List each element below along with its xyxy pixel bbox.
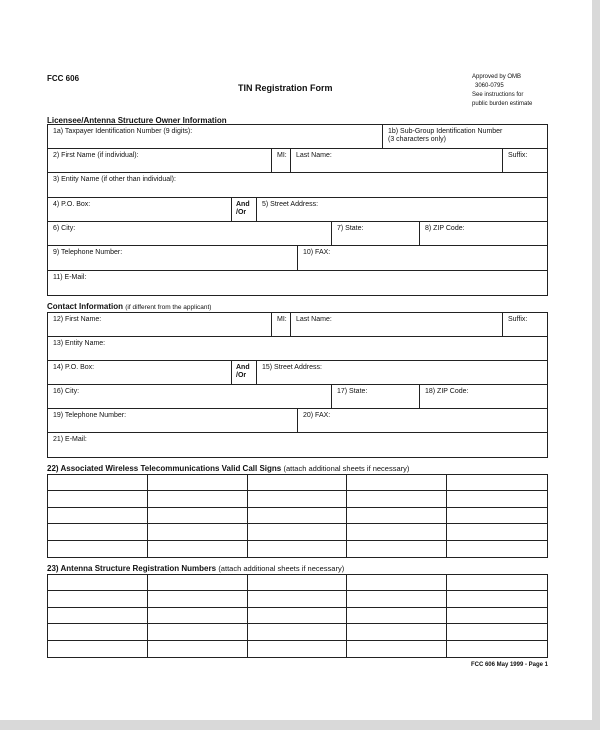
grid-cell[interactable] xyxy=(148,491,248,507)
grid-cell[interactable] xyxy=(447,591,547,607)
grid-cell[interactable] xyxy=(148,541,248,557)
grid-cell[interactable] xyxy=(248,641,348,657)
grid-cell[interactable] xyxy=(48,624,148,640)
grid-cell[interactable] xyxy=(447,524,547,540)
note: (attach additional sheets if necessary) xyxy=(218,564,345,573)
grid-cell[interactable] xyxy=(48,591,148,607)
grid-cell[interactable] xyxy=(148,608,248,624)
contact-section-title xyxy=(47,302,211,311)
grid-cell[interactable] xyxy=(248,575,348,591)
grid-cell[interactable] xyxy=(347,491,447,507)
contact-entity-name-field[interactable]: 13) Entity Name: xyxy=(53,340,106,347)
and-or-label xyxy=(232,198,257,221)
grid-cell[interactable] xyxy=(48,641,148,657)
contact-last-name-field[interactable]: Last Name: xyxy=(291,313,503,336)
grid-cell[interactable] xyxy=(347,475,447,491)
label: 22) Associated Wireless Telecommunications Valid Call Signs xyxy=(47,464,282,473)
grid-cell[interactable] xyxy=(347,624,447,640)
contact-zip-field[interactable]: 18) ZIP Code: xyxy=(425,388,469,395)
city-field[interactable]: 6) City: xyxy=(48,222,332,245)
grid-cell[interactable] xyxy=(148,524,248,540)
grid-cell[interactable] xyxy=(347,541,447,557)
asr-numbers-grid xyxy=(47,574,548,658)
grid-cell[interactable] xyxy=(447,608,547,624)
form-title: TIN Registration Form xyxy=(238,83,333,93)
first-name-field[interactable]: 2) First Name (if individual): xyxy=(48,149,272,172)
licensee-section-title: Licensee/Antenna Structure Owner Information xyxy=(47,116,227,125)
grid-cell[interactable] xyxy=(447,475,547,491)
grid-cell[interactable] xyxy=(248,491,348,507)
fax-field[interactable]: 10) FAX: xyxy=(303,249,331,256)
last-name-field[interactable]: Last Name: xyxy=(291,149,503,172)
grid-cell[interactable] xyxy=(347,641,447,657)
grid-cell[interactable] xyxy=(48,524,148,540)
state-field[interactable]: 7) State: xyxy=(332,222,420,245)
grid-cell[interactable] xyxy=(148,641,248,657)
po-box-field[interactable]: 4) P.O. Box: xyxy=(48,198,232,221)
label: 23) Antenna Structure Registration Numbers xyxy=(47,564,217,573)
call-signs-title xyxy=(47,464,409,473)
email-field[interactable]: 11) E-Mail: xyxy=(53,274,87,281)
grid-cell[interactable] xyxy=(248,624,348,640)
contact-po-box-field[interactable]: 14) P.O. Box: xyxy=(48,361,232,384)
grid-cell[interactable] xyxy=(447,624,547,640)
grid-cell[interactable] xyxy=(447,641,547,657)
label: And xyxy=(236,201,250,208)
label: 1b) Sub-Group Identification Number xyxy=(388,128,503,135)
call-signs-grid xyxy=(47,474,548,558)
grid-cell[interactable] xyxy=(148,575,248,591)
grid-cell[interactable] xyxy=(48,475,148,491)
grid-cell[interactable] xyxy=(447,491,547,507)
and-or-label xyxy=(232,361,257,384)
label: And xyxy=(236,364,250,371)
grid-cell[interactable] xyxy=(248,591,348,607)
grid-cell[interactable] xyxy=(347,575,447,591)
zip-field[interactable]: 8) ZIP Code: xyxy=(425,225,465,232)
contact-mi-field[interactable]: MI: xyxy=(272,313,291,336)
grid-cell[interactable] xyxy=(48,541,148,557)
grid-cell[interactable] xyxy=(447,575,547,591)
grid-cell[interactable] xyxy=(447,541,547,557)
omb-line: Approved by OMB xyxy=(472,74,522,80)
omb-notice xyxy=(472,73,532,109)
grid-cell[interactable] xyxy=(248,524,348,540)
contact-street-address-field[interactable]: 15) Street Address: xyxy=(262,364,322,371)
note: (attach additional sheets if necessary) xyxy=(283,464,410,473)
label: /Or xyxy=(236,372,247,379)
tin-field[interactable]: 1a) Taxpayer Identification Number (9 digits): xyxy=(48,125,383,148)
entity-name-field[interactable]: 3) Entity Name (if other than individual): xyxy=(53,176,176,183)
mi-field[interactable]: MI: xyxy=(272,149,291,172)
contact-telephone-field[interactable]: 19) Telephone Number: xyxy=(48,409,298,432)
licensee-table xyxy=(47,124,548,296)
grid-cell[interactable] xyxy=(148,624,248,640)
grid-cell[interactable] xyxy=(48,608,148,624)
grid-cell[interactable] xyxy=(248,541,348,557)
grid-cell[interactable] xyxy=(48,508,148,524)
grid-cell[interactable] xyxy=(248,608,348,624)
grid-cell[interactable] xyxy=(447,508,547,524)
omb-line: public burden estimate xyxy=(472,101,533,107)
grid-cell[interactable] xyxy=(48,575,148,591)
footer: FCC 606 May 1999 - Page 1 xyxy=(470,662,548,668)
contact-state-field[interactable]: 17) State: xyxy=(332,385,420,408)
omb-line: 3060-0795 xyxy=(475,83,504,89)
contact-fax-field[interactable]: 20) FAX: xyxy=(303,412,331,419)
grid-cell[interactable] xyxy=(148,591,248,607)
label: /Or xyxy=(236,209,247,216)
grid-cell[interactable] xyxy=(347,608,447,624)
label: Contact Information xyxy=(47,302,123,311)
contact-table xyxy=(47,312,548,458)
street-address-field[interactable]: 5) Street Address: xyxy=(262,201,319,208)
grid-cell[interactable] xyxy=(48,491,148,507)
telephone-field[interactable]: 9) Telephone Number: xyxy=(48,246,298,270)
contact-suffix-field[interactable]: Suffix: xyxy=(508,316,528,323)
form-id: FCC 606 xyxy=(47,74,80,83)
contact-email-field[interactable]: 21) E-Mail: xyxy=(53,436,87,443)
grid-cell[interactable] xyxy=(148,475,248,491)
subgroup-field[interactable] xyxy=(383,125,547,148)
omb-line: See instructions for xyxy=(472,92,524,98)
grid-cell[interactable] xyxy=(148,508,248,524)
grid-cell[interactable] xyxy=(347,524,447,540)
grid-cell[interactable] xyxy=(347,508,447,524)
suffix-field[interactable]: Suffix: xyxy=(508,152,528,159)
asr-numbers-title xyxy=(47,564,344,573)
grid-cell[interactable] xyxy=(248,475,348,491)
contact-city-field[interactable]: 16) City: xyxy=(48,385,332,408)
label: (3 characters only) xyxy=(388,136,446,143)
grid-cell[interactable] xyxy=(248,508,348,524)
contact-first-name-field[interactable]: 12) First Name: xyxy=(48,313,272,336)
note: (if different from the applicant) xyxy=(125,304,212,311)
grid-cell[interactable] xyxy=(347,591,447,607)
